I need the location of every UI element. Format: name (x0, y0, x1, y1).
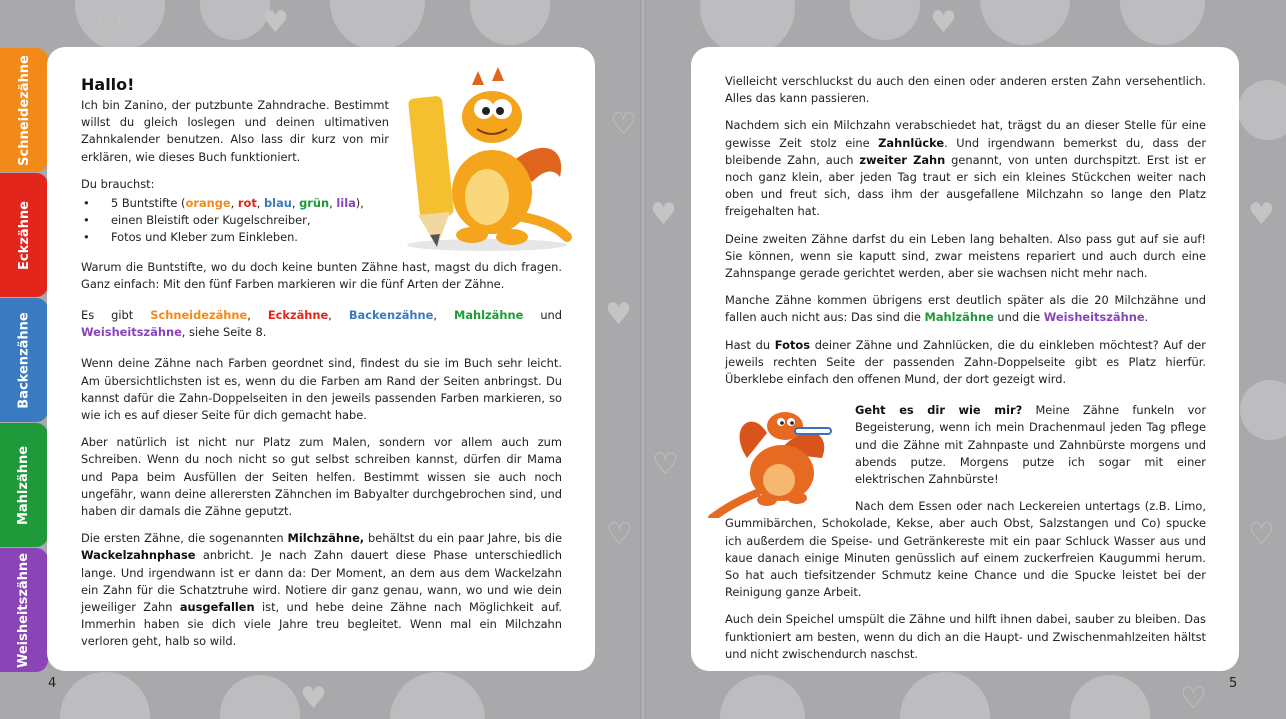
paragraph-zaehne-putzen: Geht es dir wie mir? Meine Zähne funkeln vor Begeisterung, wenn ich mein Drachenmaul jeden Tag pflege und die Zähne mit Zahnpaste und Zahnbürste morgens und abends putze. Morgens putze ich sogar mit einer elektrischen Zahnbürste! (855, 403, 1206, 487)
paragraph-nach-dem-essen: Nach dem Essen oder nach Leckereien untertags (z.B. Limo, Gummibärchen, Schokolade, Kekse, aber auch Obst, Salzstangen und Co) spucke ich außerdem die Speise- und Getränkereste mit ein paar Schluck Wasser aus und kaue danach einige Minuten genüsslich auf einem zuckerfreien Kaugummi herum. So hat auch tiefsitzender Schmutz keine Chance und die Spucke leistet bei der Reinigung ganze Arbeit. (725, 499, 1206, 600)
tab-label: Backenzähne (16, 311, 32, 409)
background-pattern: ♡ ♥ ♡ ♥ ♡ ♥ ♡ ♥ ♡ ♥ ♡ ♥ (0, 0, 1286, 719)
tab-label: Mahlzähne (16, 445, 32, 525)
materials-list (81, 195, 562, 247)
materials-heading: Du brauchst: (81, 176, 155, 191)
flying-dragon-toothbrush-image (707, 398, 847, 518)
tab-weisheitszaehne[interactable] (0, 548, 48, 672)
tab-mahlzaehne[interactable] (0, 423, 48, 547)
dragon-section (725, 402, 1206, 601)
paragraph-zahnluecke: Nachdem sich ein Milchzahn verabschiedet hat, trägst du an dieser Stelle für eine gewisse Zeit stolz eine Zahnlücke. Und irgendwann bemerkst du, dass der bleibende Zahn, auch zweiter Zahn genannt, von unten durchspitzt. Erst ist er noch ganz klein, aber jeden Tag traut er sich ein kleines Stückchen weiter nach oben und freut sich, dass ihm der ausgefallene Milchzahn so lange den Platz freigehalten hat. (725, 118, 1207, 219)
intro-paragraph: Ich bin Zanino, der putzbunte Zahndrache. Bestimmt willst du gleich loslegen und deinen ultimativen Zahnkalender benutzen. Also lass dir kurz von mir erklären, wie dieses Buch funktioniert. (81, 98, 389, 164)
paragraph-spaete-zaehne: Manche Zähne kommen übrigens erst deutlich später als die 20 Milchzähne und fallen auch nicht aus: Das sind die Mahlzähne und die Weisheitszähne. (725, 293, 1206, 325)
paragraph-buntstifte: Warum die Buntstifte, wo du doch keine bunten Zähne hast, magst du dich fragen. Ganz einfach: Mit den fünf Farben markieren wir die fünf Arten der Zähne. (81, 259, 562, 291)
page-number-right: 5 (1229, 676, 1238, 691)
tab-backenzaehne[interactable] (0, 298, 48, 422)
page-number-left: 4 (48, 676, 57, 691)
tab-label: Schneidezähne (16, 54, 32, 166)
paragraph-zahnarten: Es gibt Schneidezähne, Eckzähne, Backenzähne, Mahlzähne und Weisheitszähne, siehe Seite 8. (81, 308, 562, 340)
paragraph-speichel: Auch dein Speichel umspült die Zähne und hilft ihnen dabei, sauber zu bleiben. Das funktioniert am besten, wenn du dich an die Haupt- und Zwischenmahlzeiten hältst und nicht zwischendurch naschst. (725, 612, 1206, 661)
list-item: • 5 Buntstifte (orange, rot, blau, grün, lila), (111, 195, 562, 212)
tab-label: Weisheitszähne (16, 552, 32, 668)
paragraph-zweite-zaehne: Deine zweiten Zähne darfst du ein Leben lang behalten. Also pass gut auf sie auf! Sie können, wenn sie kaputt sind, zwar meistens repariert und auch durch eine Zahnspange gerade gerichtet werden, aber sie wachsen nicht mehr nach. (725, 231, 1206, 281)
paragraph-verschlucken: Vielleicht verschluckst du auch den einen oder anderen ersten Zahn versehentlich. Alles das kann passieren. (725, 74, 1206, 106)
list-item: • einen Bleistift oder Kugelschreiber, (111, 212, 562, 229)
tab-eckzaehne[interactable] (0, 173, 48, 297)
paragraph-fotos: Hast du Fotos deiner Zähne und Zahnlücken, die du einkleben möchtest? Auf der jeweils rechten Seite der passenden Zahn-Doppelseite gibt es Platz hierfür. Überklebe einfach den offenen Mund, der dort gezeigt wird. (725, 337, 1206, 387)
paragraph-farben: Wenn deine Zähne nach Farben geordnet sind, findest du sie im Buch sehr leicht. Am übersichtlichsten ist es, wenn du die Farben am Rand der Seiten anbringst. Du kannst dafür die Zahn-Doppelseiten in den jeweils passenden Farben markieren, so wie ich es auf dieser Seite für dich gemacht habe. (81, 356, 562, 423)
paragraph-schreiben: Aber natürlich ist nicht nur Platz zum Malen, sondern vor allem auch zum Schreiben. Wenn du noch nicht so gut selbst schreiben kannst, dürfen dir Mama und Papa beim Ausfüllen der Seiten helfen. Bestimmt wissen sie auch noch ungefähr, wann deine allerersten Zähnchen im Babyalter durchgebrochen sind, und haben dir damals die Zähne geputzt. (81, 435, 562, 519)
tab-schneidezaehne[interactable] (0, 48, 48, 172)
book-spine (640, 0, 646, 719)
list-item: • Fotos und Kleber zum Einkleben. (111, 229, 562, 246)
right-page (691, 47, 1239, 671)
left-page (47, 47, 595, 671)
tab-label: Eckzähne (16, 200, 32, 270)
paragraph-milchzaehne: Die ersten Zähne, die sogenannten Milchzähne, behältst du ein paar Jahre, bis die Wackelzahnphase anbricht. Je nach Zahn dauert diese Phase unterschiedlich lange. Und irgendwann ist er dann da: Der Moment, an dem aus dem Wackelzahn ein Zahn für die Schatztruhe wird. Notiere dir ganz genau, wann, wo und wie dein jeweiliger Zahn ausgefallen ist, und hebe deine Zähne nach Möglichkeit auf. Immerhin haben sie dich viele Jahre treu begleitet. Wenn mal ein Milchzahn verloren geht, halb so wild. (81, 531, 563, 649)
page-heading: Hallo! (81, 75, 135, 94)
